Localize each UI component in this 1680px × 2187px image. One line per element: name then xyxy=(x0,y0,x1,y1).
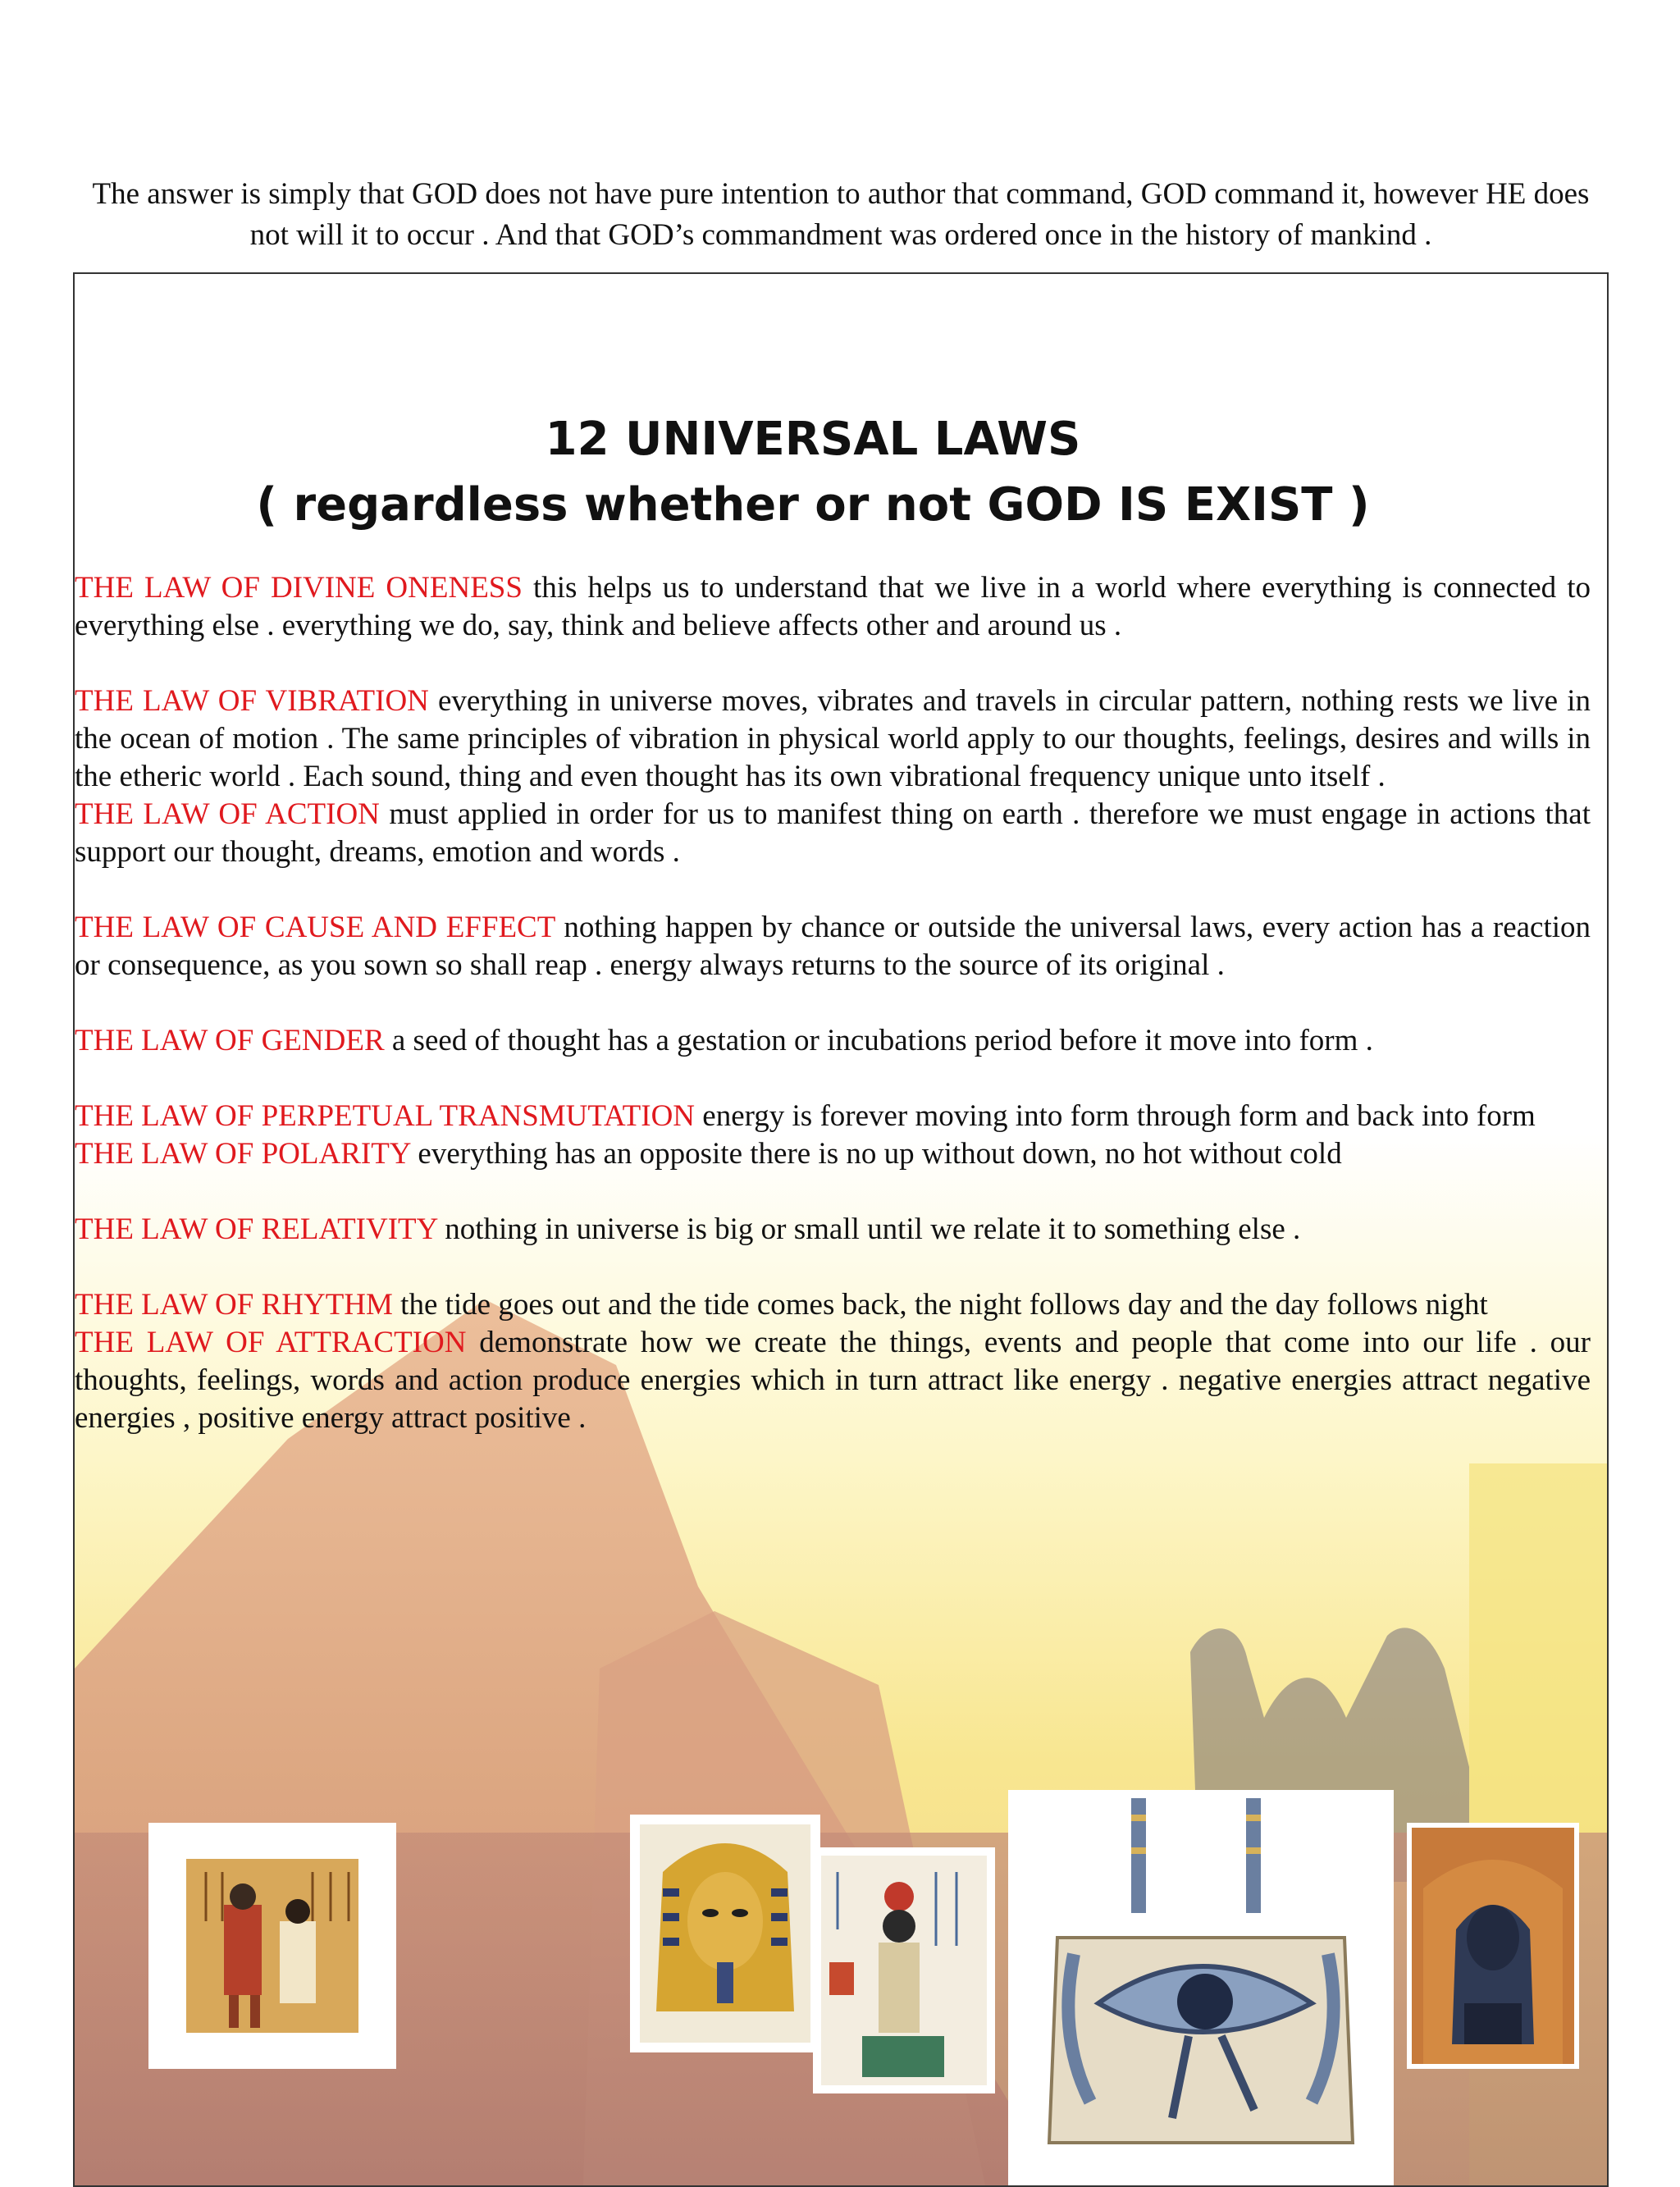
law-name: THE LAW OF CAUSE AND EFFECT xyxy=(75,911,555,944)
law-description: everything in universe moves, vibrates and travels in circular pattern, nothing rests we live in the ocean of motion . The same principles of vibration in physical world apply to our thoughts, feelings, desires and wills in the etheric world . Each sound, thing and even thought has its own vibrational frequency unique unto itself . xyxy=(75,684,1591,793)
law-item xyxy=(75,683,1591,796)
law-name: THE LAW OF VIBRATION xyxy=(75,684,429,718)
law-item xyxy=(75,909,1591,984)
law-description: everything has an opposite there is no up without down, no hot without cold xyxy=(410,1137,1342,1171)
hieroglyph-painting-image xyxy=(148,1823,396,2069)
law-item xyxy=(75,1211,1591,1249)
law-name: THE LAW OF RELATIVITY xyxy=(75,1212,437,1246)
law-item xyxy=(75,796,1591,871)
law-description: nothing happen by chance or outside the universal laws, every action has a reaction or consequence, as you sown so shall reap . energy always returns to the source of its original . xyxy=(75,911,1591,982)
intro-paragraph: The answer is simply that GOD does not have pure intention to author that command, GOD command it, however HE does not will it to occur . And that GOD’s commandment was ordered once in the history of mankind . xyxy=(92,177,1590,252)
law-name: THE LAW OF RHYTHM xyxy=(75,1288,393,1322)
golden-mask-image xyxy=(630,1815,820,2052)
law-item xyxy=(75,1286,1591,1324)
law-description: demonstrate how we create the things, events and people that come into our life . our thoughts, feelings, words and action produce energies which in turn attract like energy . negative energies attract negative energies , positive energy attract positive . xyxy=(75,1326,1591,1435)
page-subtitle: ( regardless whether or not GOD IS EXIST ) xyxy=(256,478,1370,532)
law-item xyxy=(75,1324,1591,1437)
isis-painting-image xyxy=(813,1847,995,2093)
law-description: must applied in order for us to manifest thing on earth . therefore we must engage in actions that support our thought, dreams, emotion and words . xyxy=(75,797,1591,869)
law-name: THE LAW OF GENDER xyxy=(75,1024,385,1057)
law-item xyxy=(75,1022,1591,1060)
law-description: this helps us to understand that we live in a world where everything is connected to everything else . everything we do, say, think and believe affects other and around us . xyxy=(75,571,1591,642)
title-block xyxy=(75,407,1551,538)
law-description: a seed of thought has a gestation or incubations period before it move into form . xyxy=(384,1024,1373,1057)
page-title: 12 UNIVERSAL LAWS xyxy=(545,413,1081,466)
sphinx-statue-image xyxy=(1407,1823,1579,2069)
universal-laws-panel xyxy=(73,272,1609,2187)
law-description: nothing in universe is big or small until we relate it to something else . xyxy=(437,1212,1301,1246)
laws-list xyxy=(75,569,1591,1437)
eye-of-horus-pendant-image xyxy=(1008,1790,1394,2185)
law-name: THE LAW OF PERPETUAL TRANSMUTATION xyxy=(75,1099,696,1133)
law-description: the tide goes out and the tide comes back, the night follows day and the day follows night xyxy=(392,1288,1488,1322)
law-name: THE LAW OF POLARITY xyxy=(75,1137,411,1171)
law-name: THE LAW OF ACTION xyxy=(75,797,380,831)
law-name: THE LAW OF ATTRACTION xyxy=(75,1326,467,1359)
law-name: THE LAW OF DIVINE ONENESS xyxy=(75,571,523,605)
law-item xyxy=(75,569,1591,645)
law-item xyxy=(75,1135,1591,1173)
law-description: energy is forever moving into form through form and back into form xyxy=(695,1099,1536,1133)
law-item xyxy=(75,1098,1591,1135)
